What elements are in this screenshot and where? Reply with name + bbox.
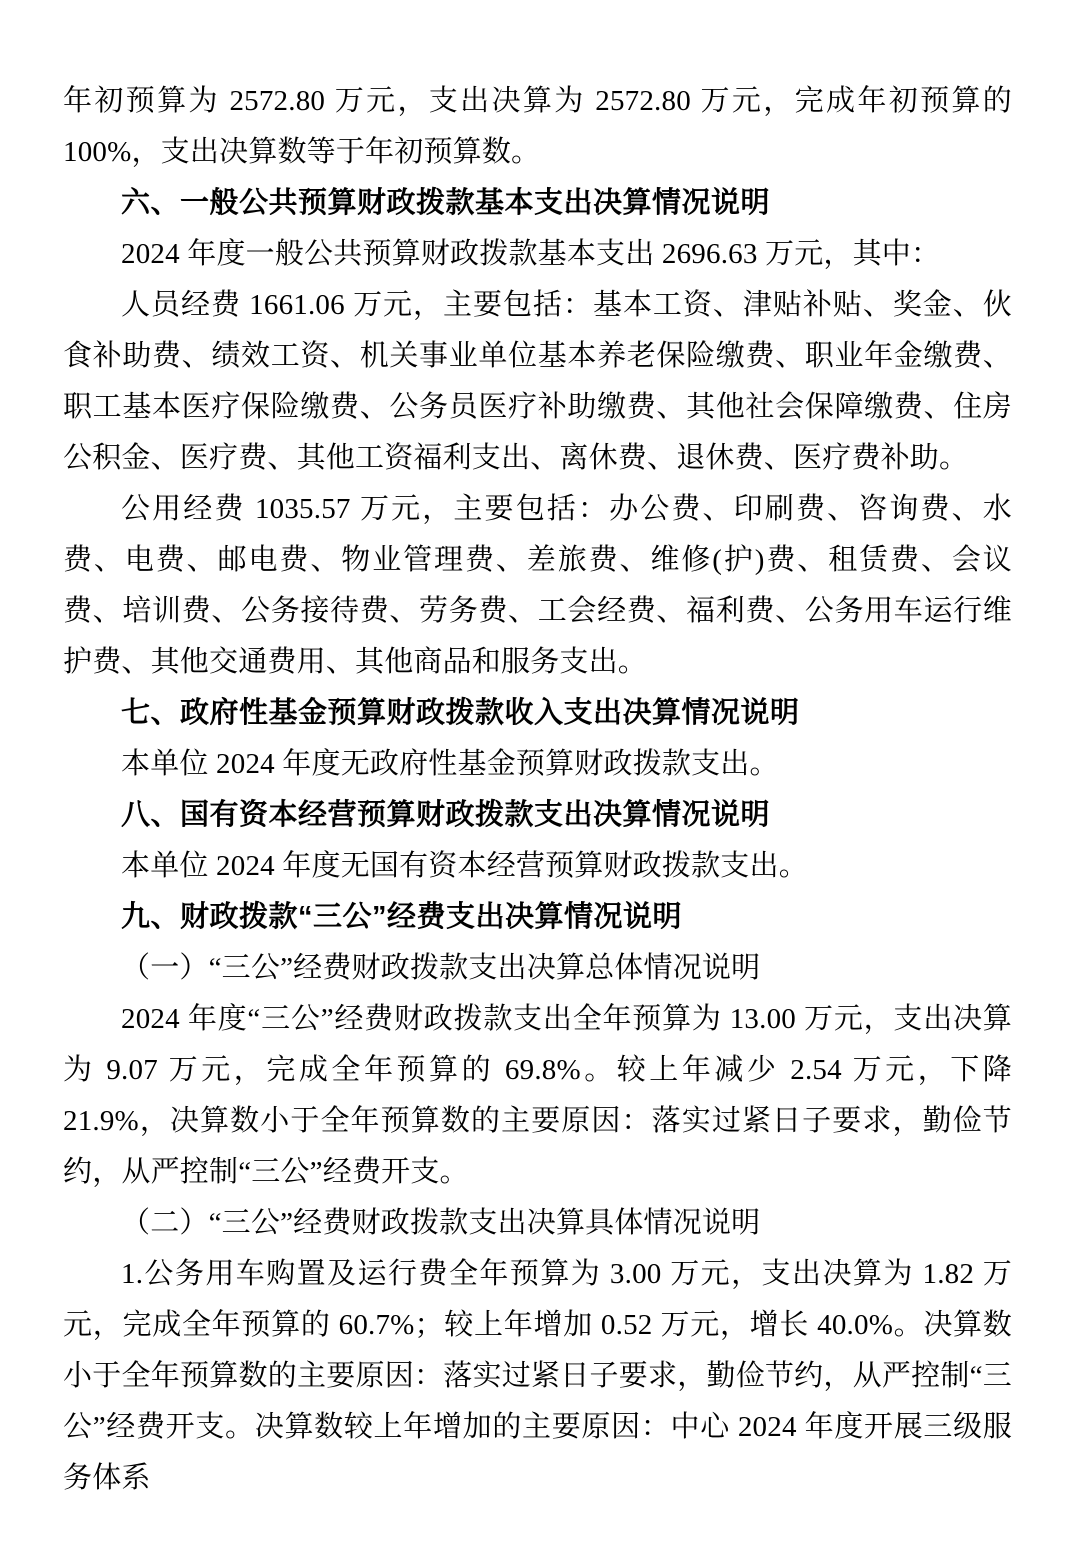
sub-heading: （一）“三公”经费财政拨款支出决算总体情况说明 xyxy=(121,952,761,984)
section-heading: 九、财政拨款“三公”经费支出决算情况说明 xyxy=(121,901,683,933)
paragraph: 2024 年度一般公共预算财政拨款基本支出 2696.63 万元，其中： xyxy=(121,238,941,270)
document-body xyxy=(63,76,1012,1504)
section-heading: 六、一般公共预算财政拨款基本支出决算情况说明 xyxy=(121,187,771,219)
paragraph-continued: 年初预算为 2572.80 万元，支出决算为 2572.80 万元，完成年初预算的 100%，支出决算数等于年初预算数。 xyxy=(63,85,1012,168)
paragraph: 2024 年度“三公”经费财政拨款支出全年预算为 13.00 万元，支出决算为 9.07 万元，完成全年预算的 69.8%。较上年减少 2.54 万元，下降 21.9%，决算数小于全年预算数的主要原因：落实过紧日子要求，勤俭节约，从严控制“三公”经费开支。 xyxy=(63,1003,1012,1188)
paragraph: 本单位 2024 年度无国有资本经营预算财政拨款支出。 xyxy=(121,850,808,882)
paragraph: 1.公务用车购置及运行费全年预算为 3.00 万元，支出决算为 1.82 万元，完成全年预算的 60.7%；较上年增加 0.52 万元，增长 40.0%。决算数小于全年预算数的主要原因：落实过紧日子要求，勤俭节约，从严控制“三公”经费开支。决算数较上年增加的主要原因：中心 2024 年度开展三级服务体系 xyxy=(63,1258,1012,1494)
section-heading: 八、国有资本经营预算财政拨款支出决算情况说明 xyxy=(121,799,771,831)
paragraph: 本单位 2024 年度无政府性基金预算财政拨款支出。 xyxy=(121,748,779,780)
section-heading: 七、政府性基金预算财政拨款收入支出决算情况说明 xyxy=(121,697,800,729)
paragraph: 人员经费 1661.06 万元，主要包括：基本工资、津贴补贴、奖金、伙食补助费、绩效工资、机关事业单位基本养老保险缴费、职业年金缴费、职工基本医疗保险缴费、公务员医疗补助缴费、其他社会保障缴费、住房公积金、医疗费、其他工资福利支出、离休费、退休费、医疗费补助。 xyxy=(63,289,1012,474)
paragraph: 公用经费 1035.57 万元，主要包括：办公费、印刷费、咨询费、水费、电费、邮电费、物业管理费、差旅费、维修(护)费、租赁费、会议费、培训费、公务接待费、劳务费、工会经费、福利费、公务用车运行维护费、其他交通费用、其他商品和服务支出。 xyxy=(63,493,1012,678)
sub-heading: （二）“三公”经费财政拨款支出决算具体情况说明 xyxy=(121,1207,761,1239)
